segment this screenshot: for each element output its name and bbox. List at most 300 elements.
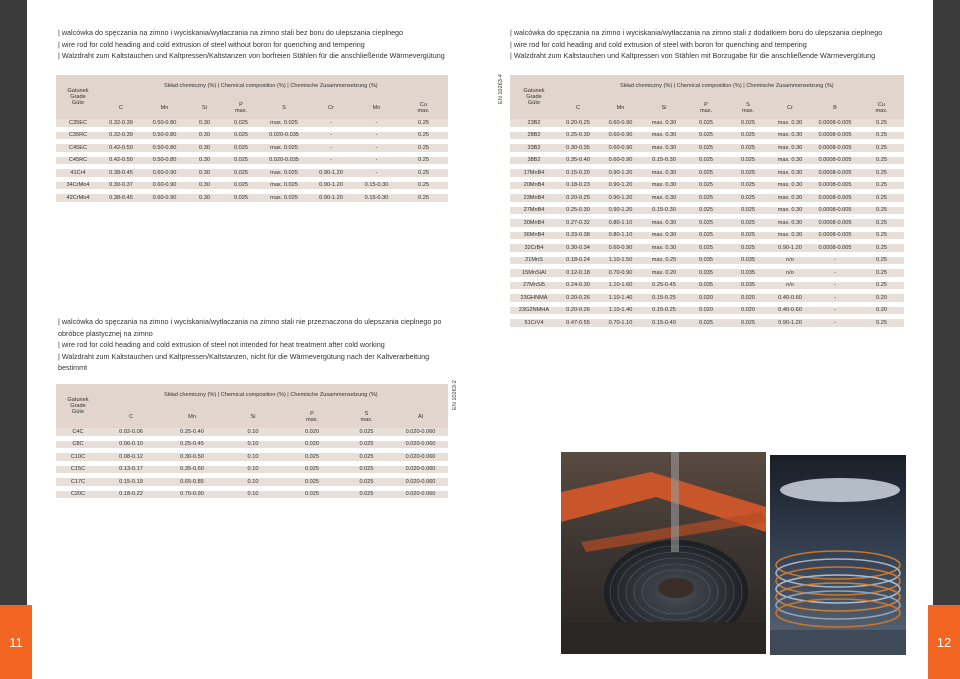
value-cell: 0.0008-0.005 xyxy=(811,219,859,232)
value-cell: 0.40-0.60 xyxy=(769,294,811,307)
value-cell: 0.25 xyxy=(859,232,904,245)
value-cell: 0.035 xyxy=(685,269,727,282)
table-row xyxy=(510,294,904,307)
value-cell: 0.025 xyxy=(685,119,727,132)
value-cell: max. 0.30 xyxy=(643,169,685,182)
value-cell: 0.035 xyxy=(727,257,769,270)
grade-cell: 27MnB4 xyxy=(510,207,558,220)
grade-cell: C45RC xyxy=(56,157,100,170)
value-cell: 0.32-0.39 xyxy=(100,119,142,132)
value-cell: 1.10-1.60 xyxy=(598,282,643,295)
table-row xyxy=(510,319,904,332)
value-cell: 0.60-0.90 xyxy=(598,244,643,257)
value-cell: 0.25-0.45 xyxy=(643,282,685,295)
value-cell: max. 0.30 xyxy=(769,182,811,195)
column-header: S xyxy=(260,97,308,119)
value-cell: max. 0.30 xyxy=(643,144,685,157)
value-cell: 0.020-0.060 xyxy=(393,453,448,466)
value-cell: 0.025 xyxy=(340,491,393,504)
value-cell: n/o xyxy=(769,282,811,295)
value-cell: 0.42-0.50 xyxy=(100,157,142,170)
column-header: Mn xyxy=(598,97,643,119)
table-row xyxy=(510,157,904,170)
column-header: Mn xyxy=(162,406,222,428)
heading-bez-boru xyxy=(58,27,445,62)
value-cell: 0.025 xyxy=(727,144,769,157)
value-cell: 0.0008-0.005 xyxy=(811,119,859,132)
value-cell: 0.0008-0.005 xyxy=(811,232,859,245)
value-cell: 0.025 xyxy=(685,144,727,157)
value-cell: 0.18-0.23 xyxy=(558,182,598,195)
table-row xyxy=(510,307,904,320)
value-cell: max. 0.30 xyxy=(769,169,811,182)
grade-cell: C35EC xyxy=(56,119,100,132)
value-cell: 0.025 xyxy=(727,232,769,245)
value-cell: max. 0.30 xyxy=(643,119,685,132)
value-cell: 0.025 xyxy=(284,491,340,504)
value-cell: 0.32-0.39 xyxy=(100,132,142,145)
composition-header: Skład chemiczny (%) | Chemical composition (%) | Chemische Zusammensetzung (%) xyxy=(558,75,904,97)
right-page-spine xyxy=(933,0,960,679)
value-cell: max. 0.30 xyxy=(643,182,685,195)
table-row xyxy=(56,182,448,195)
value-cell: 0.15-0.40 xyxy=(643,319,685,332)
grade-cell: C17C xyxy=(56,478,100,491)
value-cell: - xyxy=(811,307,859,320)
value-cell: 0.025 xyxy=(685,157,727,170)
value-cell: 0.15-0.30 xyxy=(354,194,399,207)
value-cell: - xyxy=(308,144,354,157)
value-cell: max. 0.025 xyxy=(260,194,308,207)
value-cell: 0.0008-0.005 xyxy=(811,132,859,145)
table-row xyxy=(510,257,904,270)
grade-cell: C20C xyxy=(56,491,100,504)
value-cell: 0.0008-0.005 xyxy=(811,194,859,207)
value-cell: 0.15-0.19 xyxy=(100,478,162,491)
value-cell: max. 0.025 xyxy=(260,119,308,132)
grade-header: Gatunek Grade Güte xyxy=(56,384,100,428)
value-cell: 0.025 xyxy=(222,132,260,145)
value-cell: 0.25 xyxy=(399,132,448,145)
value-cell: 0.20 xyxy=(859,307,904,320)
value-cell: max. 0.30 xyxy=(643,194,685,207)
value-cell: 0.25 xyxy=(859,194,904,207)
column-header: S max. xyxy=(340,406,393,428)
value-cell: max. 0.30 xyxy=(769,132,811,145)
page-number-right: 12 xyxy=(928,605,960,679)
value-cell: 0.025 xyxy=(685,244,727,257)
grade-cell: C8C xyxy=(56,441,100,454)
value-cell: 0.035 xyxy=(727,269,769,282)
grade-header: Gatunek Grade Güte xyxy=(56,75,100,119)
value-cell: 0.0008-0.005 xyxy=(811,144,859,157)
value-cell: 0.020-0.060 xyxy=(393,466,448,479)
table-row xyxy=(510,194,904,207)
table-row xyxy=(510,182,904,195)
value-cell: 0.90-1.20 xyxy=(308,169,354,182)
value-cell: 0.25 xyxy=(859,282,904,295)
value-cell: n/o xyxy=(769,257,811,270)
grade-cell: C10C xyxy=(56,453,100,466)
value-cell: 0.0008-0.005 xyxy=(811,169,859,182)
value-cell: 0.025 xyxy=(685,169,727,182)
value-cell: 0.035 xyxy=(727,282,769,295)
table-row xyxy=(56,478,448,491)
column-header: C xyxy=(100,97,142,119)
value-cell: - xyxy=(811,319,859,332)
grade-cell: 23B2 xyxy=(510,119,558,132)
value-cell: 0.25 xyxy=(399,119,448,132)
value-cell: 0.12-0.18 xyxy=(558,269,598,282)
grade-cell: C4C xyxy=(56,428,100,441)
value-cell: 0.25 xyxy=(399,182,448,195)
value-cell: 0.25 xyxy=(859,269,904,282)
column-header: Mo xyxy=(354,97,399,119)
value-cell: 0.15-0.30 xyxy=(643,157,685,170)
value-cell: - xyxy=(354,144,399,157)
value-cell: - xyxy=(811,269,859,282)
value-cell: 0.50-0.80 xyxy=(142,157,187,170)
value-cell: max. 0.30 xyxy=(769,157,811,170)
value-cell: 0.42-0.50 xyxy=(100,144,142,157)
value-cell: 0.27-0.32 xyxy=(558,219,598,232)
value-cell: max. 0.30 xyxy=(769,219,811,232)
value-cell: - xyxy=(811,294,859,307)
value-cell: - xyxy=(308,119,354,132)
heading-line: | wire rod for cold heading and cold extrusion of steel without boron for quenching and tempering xyxy=(58,39,365,49)
value-cell: 0.025 xyxy=(727,207,769,220)
table-row xyxy=(56,491,448,504)
value-cell: 1.10-1.50 xyxy=(598,257,643,270)
value-cell: 0.020-0.060 xyxy=(393,478,448,491)
grade-cell: 27MnSi5 xyxy=(510,282,558,295)
value-cell: 0.25 xyxy=(859,257,904,270)
grade-cell: 34CrMo4 xyxy=(56,182,100,195)
value-cell: 0.30 xyxy=(187,169,222,182)
value-cell: 0.90-1.20 xyxy=(598,169,643,182)
value-cell: 0.25 xyxy=(399,144,448,157)
column-header: P max. xyxy=(222,97,260,119)
grade-cell: C45EC xyxy=(56,144,100,157)
column-header: P max. xyxy=(284,406,340,428)
value-cell: 0.15-0.25 xyxy=(643,307,685,320)
value-cell: 0.50-0.80 xyxy=(142,144,187,157)
value-cell: 0.20-0.26 xyxy=(558,294,598,307)
value-cell: 0.30 xyxy=(187,157,222,170)
table-row xyxy=(56,194,448,207)
value-cell: - xyxy=(308,157,354,170)
grade-cell: 20MnB4 xyxy=(510,182,558,195)
value-cell: 0.035 xyxy=(685,257,727,270)
value-cell: 0.025 xyxy=(222,169,260,182)
value-cell: 0.90-1.20 xyxy=(769,244,811,257)
table-row xyxy=(510,244,904,257)
column-header: Si xyxy=(187,97,222,119)
value-cell: 0.10 xyxy=(222,478,284,491)
value-cell: max. 0.30 xyxy=(643,132,685,145)
value-cell: 0.025 xyxy=(340,428,393,441)
value-cell: 0.0008-0.005 xyxy=(811,207,859,220)
value-cell: 0.50-0.80 xyxy=(142,119,187,132)
value-cell: 0.60-0.90 xyxy=(142,182,187,195)
norm-label-table2: EN 10263-2 xyxy=(452,380,458,410)
table-row xyxy=(56,119,448,132)
value-cell: 0.025 xyxy=(727,219,769,232)
value-cell: 0.025 xyxy=(222,144,260,157)
value-cell: 0.15-0.20 xyxy=(558,169,598,182)
grade-cell: C35RC xyxy=(56,132,100,145)
grade-cell: 32CrB4 xyxy=(510,244,558,257)
table-row xyxy=(510,232,904,245)
value-cell: 0.25 xyxy=(399,157,448,170)
value-cell: 0.020 xyxy=(727,294,769,307)
value-cell: 0.25 xyxy=(859,319,904,332)
value-cell: 0.70-1.10 xyxy=(598,319,643,332)
value-cell: 0.10 xyxy=(222,428,284,441)
value-cell: 0.020-0.035 xyxy=(260,132,308,145)
value-cell: 0.80-1.10 xyxy=(598,219,643,232)
value-cell: 0.020 xyxy=(284,428,340,441)
value-cell: 0.025 xyxy=(685,319,727,332)
value-cell: 0.25-0.30 xyxy=(558,132,598,145)
value-cell: max. 0.025 xyxy=(260,182,308,195)
value-cell: 0.08-0.12 xyxy=(100,453,162,466)
value-cell: 0.80-1.10 xyxy=(598,232,643,245)
table-row xyxy=(56,144,448,157)
value-cell: 0.025 xyxy=(340,441,393,454)
grade-cell: 23GHNMA xyxy=(510,294,558,307)
table-steels-with-boron xyxy=(510,75,904,332)
heading-nie-ulepszania xyxy=(58,316,458,374)
value-cell: 0.90-1.20 xyxy=(598,182,643,195)
value-cell: 0.025 xyxy=(727,119,769,132)
value-cell: - xyxy=(354,132,399,145)
column-header: Al xyxy=(393,406,448,428)
value-cell: 0.60-0.90 xyxy=(142,169,187,182)
value-cell: 0.025 xyxy=(685,194,727,207)
value-cell: 0.020-0.060 xyxy=(393,491,448,504)
table-row xyxy=(510,219,904,232)
value-cell: 0.30 xyxy=(187,132,222,145)
value-cell: 0.65-0.85 xyxy=(162,478,222,491)
table-row xyxy=(56,453,448,466)
rolling-mill-photo xyxy=(770,455,906,655)
table-row xyxy=(510,144,904,157)
heading-line: | walcówka do spęczania na zimno i wyciskania/wytłaczania na zimno stali nie przeznaczona do ulepszania cieplnego po obróbce plastycznej na zimno xyxy=(58,317,442,338)
value-cell: - xyxy=(308,132,354,145)
value-cell: max. 0.30 xyxy=(769,207,811,220)
table-row xyxy=(510,269,904,282)
value-cell: 0.25-0.30 xyxy=(558,207,598,220)
grade-cell: 33B2 xyxy=(510,144,558,157)
value-cell: 0.60-0.90 xyxy=(598,119,643,132)
value-cell: 0.25-0.40 xyxy=(162,428,222,441)
grade-cell: 36MnB4 xyxy=(510,232,558,245)
wire-rod-coil-photo xyxy=(561,452,766,654)
value-cell: 0.20-0.25 xyxy=(558,119,598,132)
value-cell: 0.20-0.26 xyxy=(558,307,598,320)
grade-cell: 28B2 xyxy=(510,132,558,145)
page-number-left: 11 xyxy=(0,605,32,679)
value-cell: 0.70-0.90 xyxy=(598,269,643,282)
column-header: C xyxy=(558,97,598,119)
value-cell: 0.035 xyxy=(685,282,727,295)
value-cell: 0.10 xyxy=(222,466,284,479)
value-cell: 0.25 xyxy=(859,157,904,170)
composition-header: Skład chemiczny (%) | Chemical composition (%) | Chemische Zusammensetzung (%) xyxy=(100,384,448,406)
value-cell: 0.025 xyxy=(340,453,393,466)
value-cell: 0.020-0.060 xyxy=(393,441,448,454)
value-cell: 0.30-0.50 xyxy=(162,453,222,466)
column-header: C xyxy=(100,406,162,428)
value-cell: 0.020 xyxy=(685,294,727,307)
heading-line: | walcówka do spęczania na zimno i wyciskania/wytłaczania na zimno stali bez boru do ulepszania cieplnego xyxy=(58,28,404,37)
value-cell: 0.25 xyxy=(859,144,904,157)
value-cell: 0.25 xyxy=(399,169,448,182)
value-cell: 0.24-0.30 xyxy=(558,282,598,295)
value-cell: 0.60-0.90 xyxy=(598,132,643,145)
value-cell: max. 0.30 xyxy=(643,244,685,257)
column-header: Si xyxy=(643,97,685,119)
grade-cell: 41Cr4 xyxy=(56,169,100,182)
value-cell: 0.25 xyxy=(859,219,904,232)
left-page-spine xyxy=(0,0,27,679)
value-cell: 0.30-0.34 xyxy=(558,244,598,257)
value-cell: 0.25 xyxy=(399,194,448,207)
grade-cell: 38B2 xyxy=(510,157,558,170)
table-row xyxy=(56,157,448,170)
grade-cell: 51CrV4 xyxy=(510,319,558,332)
table-row xyxy=(56,441,448,454)
value-cell: 1.10-1.40 xyxy=(598,307,643,320)
value-cell: 0.025 xyxy=(727,319,769,332)
table-row xyxy=(56,169,448,182)
value-cell: 0.30-0.37 xyxy=(100,182,142,195)
value-cell: 0.90-1.20 xyxy=(769,319,811,332)
value-cell: 0.25 xyxy=(859,182,904,195)
column-header: Cu max. xyxy=(859,97,904,119)
heading-line: | wire rod for cold heading and cold extrusion of steel not intended for heat treatment after cold working xyxy=(58,340,385,349)
value-cell: 0.90-1.20 xyxy=(598,207,643,220)
heading-z-borem xyxy=(510,27,882,62)
table-row xyxy=(56,132,448,145)
value-cell: 0.25 xyxy=(859,207,904,220)
value-cell: 0.35-0.40 xyxy=(558,157,598,170)
value-cell: max. 0.30 xyxy=(769,232,811,245)
value-cell: 0.25 xyxy=(859,119,904,132)
value-cell: 0.025 xyxy=(284,478,340,491)
grade-cell: 23MnB4 xyxy=(510,194,558,207)
value-cell: 0.0008-0.005 xyxy=(811,182,859,195)
heading-line: | Walzdraht zum Kaltstauchen und Kaltpressen/Kaltstanzen von borfreien Stählen für die anschließende Wärmevergütung xyxy=(58,51,445,60)
value-cell: max. 0.25 xyxy=(643,257,685,270)
table-row xyxy=(510,282,904,295)
value-cell: 0.025 xyxy=(222,182,260,195)
value-cell: 0.020-0.060 xyxy=(393,428,448,441)
table-steels-not-heat-treated xyxy=(56,384,448,503)
value-cell: 0.025 xyxy=(685,182,727,195)
column-header: S max. xyxy=(727,97,769,119)
grade-cell: 42CrMo4 xyxy=(56,194,100,207)
value-cell: 0.25 xyxy=(859,132,904,145)
value-cell: 0.90-1.20 xyxy=(308,194,354,207)
column-header: P max. xyxy=(685,97,727,119)
value-cell: 0.025 xyxy=(222,194,260,207)
value-cell: 0.15-0.25 xyxy=(643,294,685,307)
column-header: Cr xyxy=(769,97,811,119)
heading-line: | Walzdraht zum Kaltstauchen und Kaltpressen von Stählen mit Borzugabe für die anschließende Wärmevergütung xyxy=(510,51,876,60)
value-cell: 0.020 xyxy=(685,307,727,320)
grade-cell: C15C xyxy=(56,466,100,479)
value-cell: 0.60-0.90 xyxy=(142,194,187,207)
value-cell: 0.90-1.20 xyxy=(598,194,643,207)
value-cell: - xyxy=(811,257,859,270)
value-cell: 0.10 xyxy=(222,453,284,466)
value-cell: 0.30 xyxy=(187,144,222,157)
value-cell: - xyxy=(354,157,399,170)
value-cell: 0.0008-0.005 xyxy=(811,244,859,257)
value-cell: 0.35-0.60 xyxy=(162,466,222,479)
table-row xyxy=(510,169,904,182)
value-cell: 0.025 xyxy=(222,119,260,132)
column-header: B xyxy=(811,97,859,119)
value-cell: 0.30-0.35 xyxy=(558,144,598,157)
value-cell: - xyxy=(354,119,399,132)
value-cell: max. 0.30 xyxy=(769,119,811,132)
value-cell: 0.10 xyxy=(222,441,284,454)
norm-label-table1: EN 10263-4 xyxy=(498,74,504,104)
value-cell: 0.47-0.55 xyxy=(558,319,598,332)
value-cell: 0.15-0.30 xyxy=(643,207,685,220)
value-cell: 0.06-0.10 xyxy=(100,441,162,454)
value-cell: max. 0.30 xyxy=(769,144,811,157)
table-row xyxy=(56,428,448,441)
value-cell: 0.60-0.90 xyxy=(598,157,643,170)
value-cell: 1.10-1.40 xyxy=(598,294,643,307)
value-cell: 0.25 xyxy=(859,244,904,257)
column-header: Cu max. xyxy=(399,97,448,119)
value-cell: 0.025 xyxy=(685,219,727,232)
table-row xyxy=(56,466,448,479)
value-cell: 0.18-0.24 xyxy=(558,257,598,270)
value-cell: max. 0.30 xyxy=(643,219,685,232)
value-cell: max. 0.30 xyxy=(643,232,685,245)
value-cell: 0.025 xyxy=(685,132,727,145)
value-cell: 0.33-0.38 xyxy=(558,232,598,245)
value-cell: 0.02-0.06 xyxy=(100,428,162,441)
value-cell: 0.025 xyxy=(340,478,393,491)
grade-header: Gatunek Grade Güte xyxy=(510,75,558,119)
grade-cell: 15MnSiAl xyxy=(510,269,558,282)
value-cell: 0.15-0.30 xyxy=(354,182,399,195)
heading-line: | Walzdraht zum Kaltstauchen und Kaltpressen/Kaltstanzen, nicht für die Wärmevergütung nach der Kaltverarbeitung bestimmt xyxy=(58,351,430,372)
value-cell: max. 0.30 xyxy=(769,194,811,207)
value-cell: 0.38-0.45 xyxy=(100,169,142,182)
value-cell: max. 0.025 xyxy=(260,144,308,157)
grade-cell: 23G2NMHA xyxy=(510,307,558,320)
heading-line: | wire rod for cold heading and cold extrusion of steel with boron for quenching and tempering xyxy=(510,39,807,49)
value-cell: 0.025 xyxy=(685,207,727,220)
value-cell: n/o xyxy=(769,269,811,282)
value-cell: 0.025 xyxy=(685,232,727,245)
value-cell: 0.60-0.90 xyxy=(598,144,643,157)
table-row xyxy=(510,207,904,220)
value-cell: 0.025 xyxy=(727,182,769,195)
value-cell: 0.40-0.60 xyxy=(769,307,811,320)
value-cell: 0.025 xyxy=(727,244,769,257)
value-cell: max. 0.025 xyxy=(260,169,308,182)
composition-header: Skład chemiczny (%) | Chemical composition (%) | Chemische Zusammensetzung (%) xyxy=(100,75,448,97)
